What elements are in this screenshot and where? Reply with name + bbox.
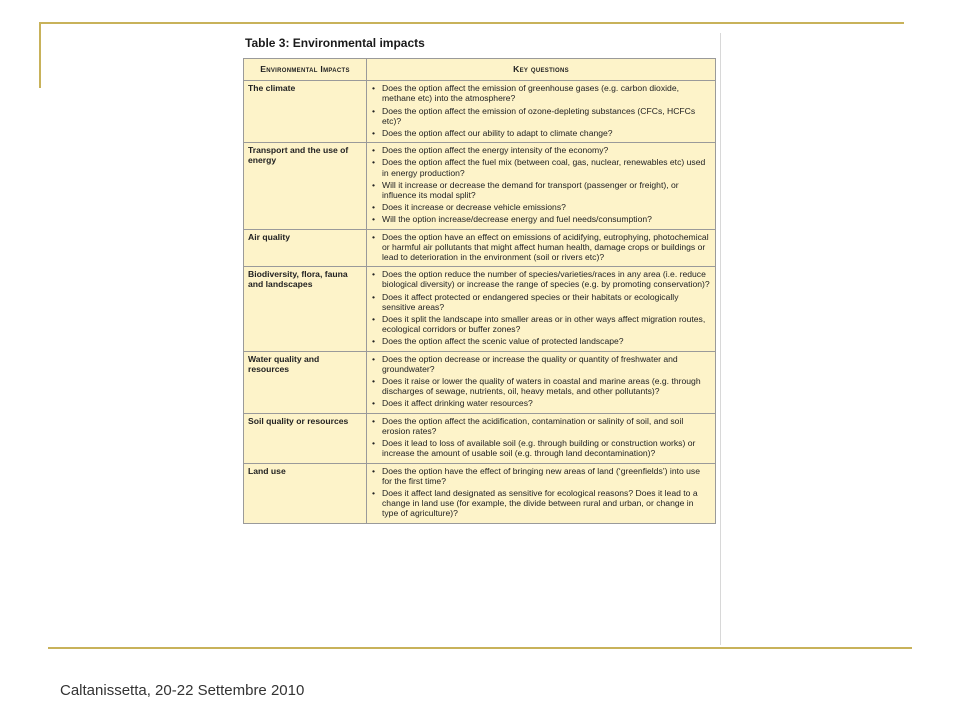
question-item: • Does the option have an effect on emissions of acidifying, eutrophying, photochemical or harmful air pollutants that might affect human health, damage crops or buildings or lead to deterioration in the environment (soil or rivers etc)? — [371, 232, 711, 263]
impact-cell: Land use — [244, 463, 367, 523]
question-item: • Does the option affect the acidification, contamination or salinity of soil, and soil erosion rates? — [371, 416, 711, 436]
questions-cell — [367, 143, 716, 229]
question-list — [371, 83, 711, 138]
question-item: • Does the option affect our ability to adapt to climate change? — [371, 128, 711, 138]
bottom-divider — [48, 647, 912, 649]
impact-cell: Water quality and resources — [244, 351, 367, 413]
header-questions: Key questions — [367, 59, 716, 81]
question-item: • Does the option decrease or increase the quality or quantity of freshwater and groundwater? — [371, 354, 711, 374]
table-title: Table 3: Environmental impacts — [245, 36, 425, 50]
impact-cell: Transport and the use of energy — [244, 143, 367, 229]
question-item: • Does it raise or lower the quality of waters in coastal and marine areas (e.g. through discharges of sewage, nutrients, oil, heavy metals, and other pollutants)? — [371, 376, 711, 396]
questions-cell — [367, 463, 716, 523]
table-row — [244, 413, 716, 463]
question-list — [371, 354, 711, 409]
question-list — [371, 416, 711, 459]
question-item: • Does the option affect the emission of ozone-depleting substances (CFCs, HCFCs etc)? — [371, 106, 711, 126]
question-item: • Does it affect protected or endangered species or their habitats or ecologically sensitive areas? — [371, 292, 711, 312]
table-row — [244, 143, 716, 229]
question-item: • Does it affect land designated as sensitive for ecological reasons? Does it lead to a change in land use (for example, the divide between rural and urban, or change in type of agriculture)? — [371, 488, 711, 519]
impact-cell: Biodiversity, flora, fauna and landscapes — [244, 267, 367, 351]
questions-cell — [367, 413, 716, 463]
table-header-row — [244, 59, 716, 81]
question-item: • Will it increase or decrease the demand for transport (passenger or freight), or influence its modal split? — [371, 180, 711, 200]
question-item: • Does the option reduce the number of species/varieties/races in any area (i.e. reduce biological diversity) or increase the range of species (e.g. by promoting conservation)? — [371, 269, 711, 289]
question-item: • Does it increase or decrease vehicle emissions? — [371, 202, 711, 212]
question-item: • Does it lead to loss of available soil (e.g. through building or construction works) or increase the amount of usable soil (e.g. through land decontamination)? — [371, 438, 711, 458]
table-row — [244, 81, 716, 143]
table-row — [244, 463, 716, 523]
questions-cell — [367, 351, 716, 413]
footer-text: Caltanissetta, 20-22 Settembre 2010 — [60, 682, 305, 699]
top-divider — [40, 22, 904, 24]
questions-cell — [367, 81, 716, 143]
question-item: • Will the option increase/decrease energy and fuel needs/consumption? — [371, 214, 711, 224]
impact-cell: Soil quality or resources — [244, 413, 367, 463]
table-row — [244, 351, 716, 413]
table-body — [244, 81, 716, 523]
questions-cell — [367, 229, 716, 267]
document-image — [240, 33, 720, 645]
question-item: • Does the option affect the emission of greenhouse gases (e.g. carbon dioxide, methane etc) into the atmosphere? — [371, 83, 711, 103]
question-item: • Does the option affect the energy intensity of the economy? — [371, 145, 711, 155]
question-list — [371, 466, 711, 519]
question-list — [371, 232, 711, 263]
table-row — [244, 267, 716, 351]
table-row — [244, 229, 716, 267]
left-divider — [39, 22, 41, 88]
question-item: • Does the option have the effect of bringing new areas of land (‘greenfields’) into use for the first time? — [371, 466, 711, 486]
question-item: • Does it split the landscape into smaller areas or in other ways affect migration routes, ecological corridors or buffer zones? — [371, 314, 711, 334]
question-item: • Does the option affect the scenic value of protected landscape? — [371, 336, 711, 346]
question-list — [371, 145, 711, 224]
header-impacts: Environmental Impacts — [244, 59, 367, 81]
question-item: • Does the option affect the fuel mix (between coal, gas, nuclear, renewables etc) used in energy production? — [371, 157, 711, 177]
question-item: • Does it affect drinking water resources? — [371, 398, 711, 408]
impact-cell: Air quality — [244, 229, 367, 267]
question-list — [371, 269, 711, 346]
impact-cell: The climate — [244, 81, 367, 143]
questions-cell — [367, 267, 716, 351]
impacts-table — [243, 58, 716, 524]
